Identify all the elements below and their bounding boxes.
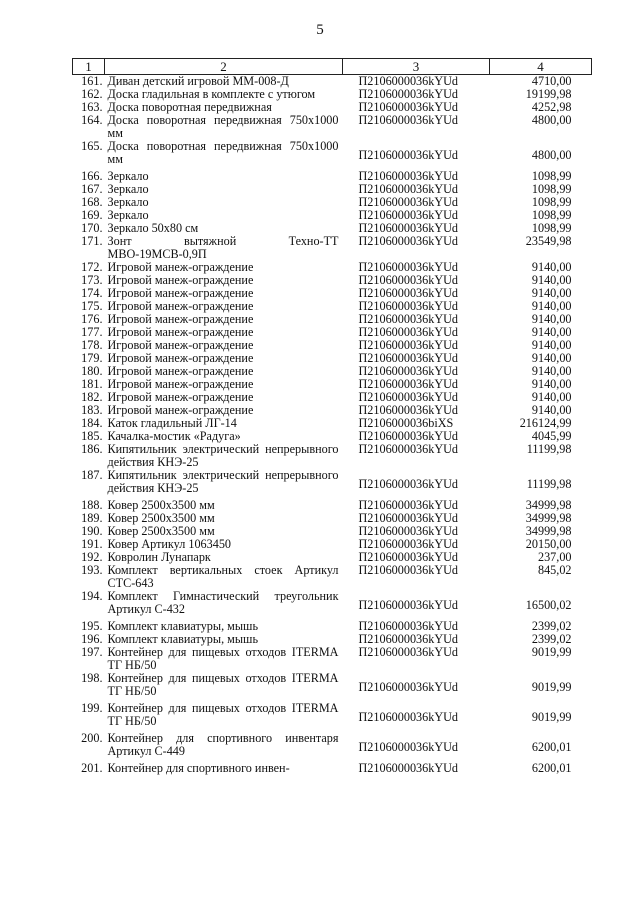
row-number: 186.	[81, 442, 103, 456]
item-code: П2106000036kYUd	[358, 739, 459, 754]
item-code: П2106000036kYUd	[358, 195, 459, 209]
row-number: 172.	[81, 260, 103, 274]
row-number: 177.	[81, 325, 103, 339]
item-name: Качалка-мостик «Радуга»	[107, 429, 241, 443]
table-header-row	[73, 59, 592, 75]
row-number: 197.	[81, 645, 103, 659]
item-price: 6200,01	[531, 739, 572, 754]
item-code: П2106000036kYUd	[358, 325, 459, 339]
item-code: П2106000036kYUd	[358, 100, 459, 114]
row-number: 178.	[81, 338, 103, 352]
row-number: 199.	[81, 701, 103, 715]
item-name: Игровой манеж-ограждение	[107, 338, 254, 352]
row-number: 180.	[81, 364, 103, 378]
item-code: П2106000036kYUd	[358, 87, 459, 101]
item-name: Зеркало	[107, 182, 149, 196]
item-name: Игровой манеж-ограждение	[107, 351, 254, 365]
item-name: Игровой манеж-ограждение	[107, 390, 254, 404]
row-number: 198.	[81, 671, 103, 685]
page-number: 5	[316, 22, 324, 38]
row-number: 196.	[81, 632, 103, 646]
table-row	[73, 114, 592, 140]
item-price: 34999,98	[525, 511, 572, 525]
item-price: 19199,98	[525, 87, 572, 101]
item-name: Зеркало	[107, 195, 149, 209]
item-name: Ковер Артикул 1063450	[107, 537, 232, 551]
item-code: П2106000036kYUd	[358, 537, 459, 551]
column-header-number: 1	[73, 59, 105, 75]
row-number: 192.	[81, 550, 103, 564]
item-price: 1098,99	[531, 195, 572, 209]
row-number: 170.	[81, 221, 103, 235]
item-name: Каток гладильный ЛГ-14	[107, 416, 237, 430]
item-name: Зонт вытяжной Техно-ТТ МВО-19МСВ-0,9П	[107, 234, 339, 261]
item-price: 845,02	[537, 563, 572, 577]
inventory-table	[72, 58, 592, 775]
item-price: 34999,98	[525, 524, 572, 538]
item-price: 9140,00	[531, 390, 572, 404]
item-name: Диван детский игровой ММ-008-Д	[107, 74, 289, 88]
item-code: П2106000036kYUd	[358, 645, 459, 659]
table-row	[73, 75, 592, 89]
item-price: 216124,99	[519, 416, 572, 430]
row-number: 168.	[81, 195, 103, 209]
item-code: П2106000036kYUd	[358, 169, 459, 183]
table-row	[73, 702, 592, 732]
item-name: Ковер 2500х3500 мм	[107, 511, 215, 525]
row-number: 173.	[81, 273, 103, 287]
item-name: Комплект клавиатуры, мышь	[107, 619, 259, 633]
item-code: П2106000036kYUd	[358, 429, 459, 443]
item-code: П2106000036kYUd	[358, 390, 459, 404]
item-name: Игровой манеж-ограждение	[107, 377, 254, 391]
item-price: 11199,98	[526, 476, 572, 491]
item-code: П2106000036kYUd	[358, 761, 459, 775]
item-price: 4710,00	[531, 74, 572, 88]
item-code: П2106000036kYUd	[358, 377, 459, 391]
item-price: 9019,99	[531, 679, 572, 694]
item-price: 6200,01	[531, 761, 572, 775]
item-price: 1098,99	[531, 182, 572, 196]
row-number: 163.	[81, 100, 103, 114]
item-code: П2106000036kYUd	[358, 476, 459, 491]
table-row	[73, 732, 592, 762]
item-name: Контейнер для пищевых отходов ITERMA ТГ НБ/50	[107, 645, 339, 672]
row-number: 187.	[81, 468, 103, 482]
table-row	[73, 590, 592, 620]
item-code: П2106000036kYUd	[358, 208, 459, 222]
item-price: 9140,00	[531, 377, 572, 391]
item-name: Зеркало	[107, 208, 149, 222]
item-price: 9140,00	[531, 299, 572, 313]
column-header-code: 3	[343, 59, 490, 75]
item-code: П2106000036kYUd	[358, 221, 459, 235]
item-price: 237,00	[537, 550, 572, 564]
item-name: Доска поворотная передвижная 750х1000 мм	[107, 113, 339, 140]
row-number: 171.	[81, 234, 103, 248]
row-number: 161.	[81, 74, 103, 88]
item-code: П2106000036kYUd	[358, 364, 459, 378]
item-code: П2106000036kYUd	[358, 286, 459, 300]
item-price: 9140,00	[531, 273, 572, 287]
item-name: Контейнер для спортивного инвентаря Артикул С-449	[107, 731, 339, 758]
column-header-name: 2	[105, 59, 343, 75]
item-code: П2106000036kYUd	[358, 442, 459, 456]
table-row	[73, 183, 592, 196]
item-price: 4800,00	[531, 113, 572, 127]
item-code: П2106000036kYUd	[358, 619, 459, 633]
column-header-price: 4	[490, 59, 592, 75]
item-price: 16500,02	[525, 597, 572, 612]
item-price: 2399,02	[531, 632, 572, 646]
item-code: П2106000036kYUd	[358, 679, 459, 694]
row-number: 189.	[81, 511, 103, 525]
row-number: 190.	[81, 524, 103, 538]
item-price: 4800,00	[531, 147, 572, 162]
row-number: 193.	[81, 563, 103, 577]
item-code: П2106000036kYUd	[358, 550, 459, 564]
item-name: Комплект Гимнастический треугольник Артикул С-432	[107, 589, 339, 616]
item-name: Игровой манеж-ограждение	[107, 403, 254, 417]
table-row	[73, 235, 592, 261]
row-number: 174.	[81, 286, 103, 300]
item-price: 9140,00	[531, 312, 572, 326]
item-name: Игровой манеж-ограждение	[107, 286, 254, 300]
item-code: П2106000036kYUd	[358, 709, 459, 724]
row-number: 201.	[81, 761, 103, 775]
item-code: П2106000036kYUd	[358, 182, 459, 196]
item-price: 9140,00	[531, 351, 572, 365]
item-code: П2106000036kYUd	[358, 524, 459, 538]
table-row	[73, 443, 592, 469]
item-code: П2106000036kYUd	[358, 632, 459, 646]
row-number: 185.	[81, 429, 103, 443]
item-code: П2106000036biXS	[358, 416, 454, 430]
table-row	[73, 646, 592, 672]
item-price: 9140,00	[531, 260, 572, 274]
item-name: Ковролин Лунапарк	[107, 550, 211, 564]
item-price: 9019,99	[531, 709, 572, 724]
table-row	[73, 564, 592, 590]
item-name: Игровой манеж-ограждение	[107, 260, 254, 274]
row-number: 164.	[81, 113, 103, 127]
row-number: 162.	[81, 87, 103, 101]
item-name: Ковер 2500х3500 мм	[107, 524, 215, 538]
item-code: П2106000036kYUd	[358, 351, 459, 365]
item-name: Контейнер для пищевых отходов ITERMA ТГ НБ/50	[107, 701, 339, 728]
item-code: П2106000036kYUd	[358, 299, 459, 313]
item-name: Контейнер для пищевых отходов ITERMA ТГ НБ/50	[107, 671, 339, 698]
row-number: 166.	[81, 169, 103, 183]
row-number: 167.	[81, 182, 103, 196]
item-price: 9140,00	[531, 403, 572, 417]
item-price: 1098,99	[531, 221, 572, 235]
table-row	[73, 140, 592, 170]
row-number: 181.	[81, 377, 103, 391]
row-number: 191.	[81, 537, 103, 551]
row-number: 200.	[81, 731, 103, 745]
row-number: 169.	[81, 208, 103, 222]
item-name: Доска поворотная передвижная	[107, 100, 272, 114]
item-code: П2106000036kYUd	[358, 403, 459, 417]
item-code: П2106000036kYUd	[358, 234, 459, 248]
item-name: Ковер 2500х3500 мм	[107, 498, 215, 512]
item-price: 9140,00	[531, 338, 572, 352]
item-name: Игровой манеж-ограждение	[107, 364, 254, 378]
item-code: П2106000036kYUd	[358, 498, 459, 512]
item-price: 1098,99	[531, 208, 572, 222]
item-price: 9140,00	[531, 286, 572, 300]
item-code: П2106000036kYUd	[358, 312, 459, 326]
item-price: 9019,99	[531, 645, 572, 659]
item-code: П2106000036kYUd	[358, 563, 459, 577]
row-number: 182.	[81, 390, 103, 404]
item-name: Доска поворотная передвижная 750х1000 мм	[107, 139, 339, 166]
item-code: П2106000036kYUd	[358, 260, 459, 274]
item-price: 11199,98	[526, 442, 572, 456]
item-code: П2106000036kYUd	[358, 511, 459, 525]
item-name: Зеркало	[107, 169, 149, 183]
item-code: П2106000036kYUd	[358, 113, 459, 127]
item-name: Игровой манеж-ограждение	[107, 325, 254, 339]
row-number: 183.	[81, 403, 103, 417]
row-number: 176.	[81, 312, 103, 326]
item-price: 1098,99	[531, 169, 572, 183]
row-number: 165.	[81, 139, 103, 153]
item-name: Игровой манеж-ограждение	[107, 299, 254, 313]
item-code: П2106000036kYUd	[358, 273, 459, 287]
item-name: Контейнер для спортивного инвен-	[107, 761, 290, 775]
row-number: 175.	[81, 299, 103, 313]
item-price: 9140,00	[531, 364, 572, 378]
item-code: П2106000036kYUd	[358, 74, 459, 88]
table-row	[73, 672, 592, 702]
row-number: 188.	[81, 498, 103, 512]
item-name: Зеркало 50х80 см	[107, 221, 199, 235]
table-body	[73, 75, 592, 776]
table-row	[73, 196, 592, 209]
item-code: П2106000036kYUd	[358, 147, 459, 162]
item-price: 20150,00	[525, 537, 572, 551]
row-number: 194.	[81, 589, 103, 603]
table-row	[73, 762, 592, 775]
item-code: П2106000036kYUd	[358, 338, 459, 352]
item-name: Игровой манеж-ограждение	[107, 273, 254, 287]
row-number: 195.	[81, 619, 103, 633]
row-number: 179.	[81, 351, 103, 365]
item-price: 23549,98	[525, 234, 572, 248]
table-row	[73, 469, 592, 499]
item-name: Кипятильник электрический непрерывного действия КНЭ-25	[107, 468, 339, 495]
item-name: Доска гладильная в комплекте с утюгом	[107, 87, 316, 101]
item-name: Кипятильник электрический непрерывного действия КНЭ-25	[107, 442, 339, 469]
item-price: 4252,98	[531, 100, 572, 114]
item-name: Комплект клавиатуры, мышь	[107, 632, 259, 646]
item-name: Комплект вертикальных стоек Артикул СТС-643	[107, 563, 339, 590]
item-price: 34999,98	[525, 498, 572, 512]
item-code: П2106000036kYUd	[358, 597, 459, 612]
item-price: 9140,00	[531, 325, 572, 339]
item-price: 2399,02	[531, 619, 572, 633]
row-number: 184.	[81, 416, 103, 430]
item-name: Игровой манеж-ограждение	[107, 312, 254, 326]
table-row	[73, 170, 592, 183]
item-price: 4045,99	[531, 429, 572, 443]
